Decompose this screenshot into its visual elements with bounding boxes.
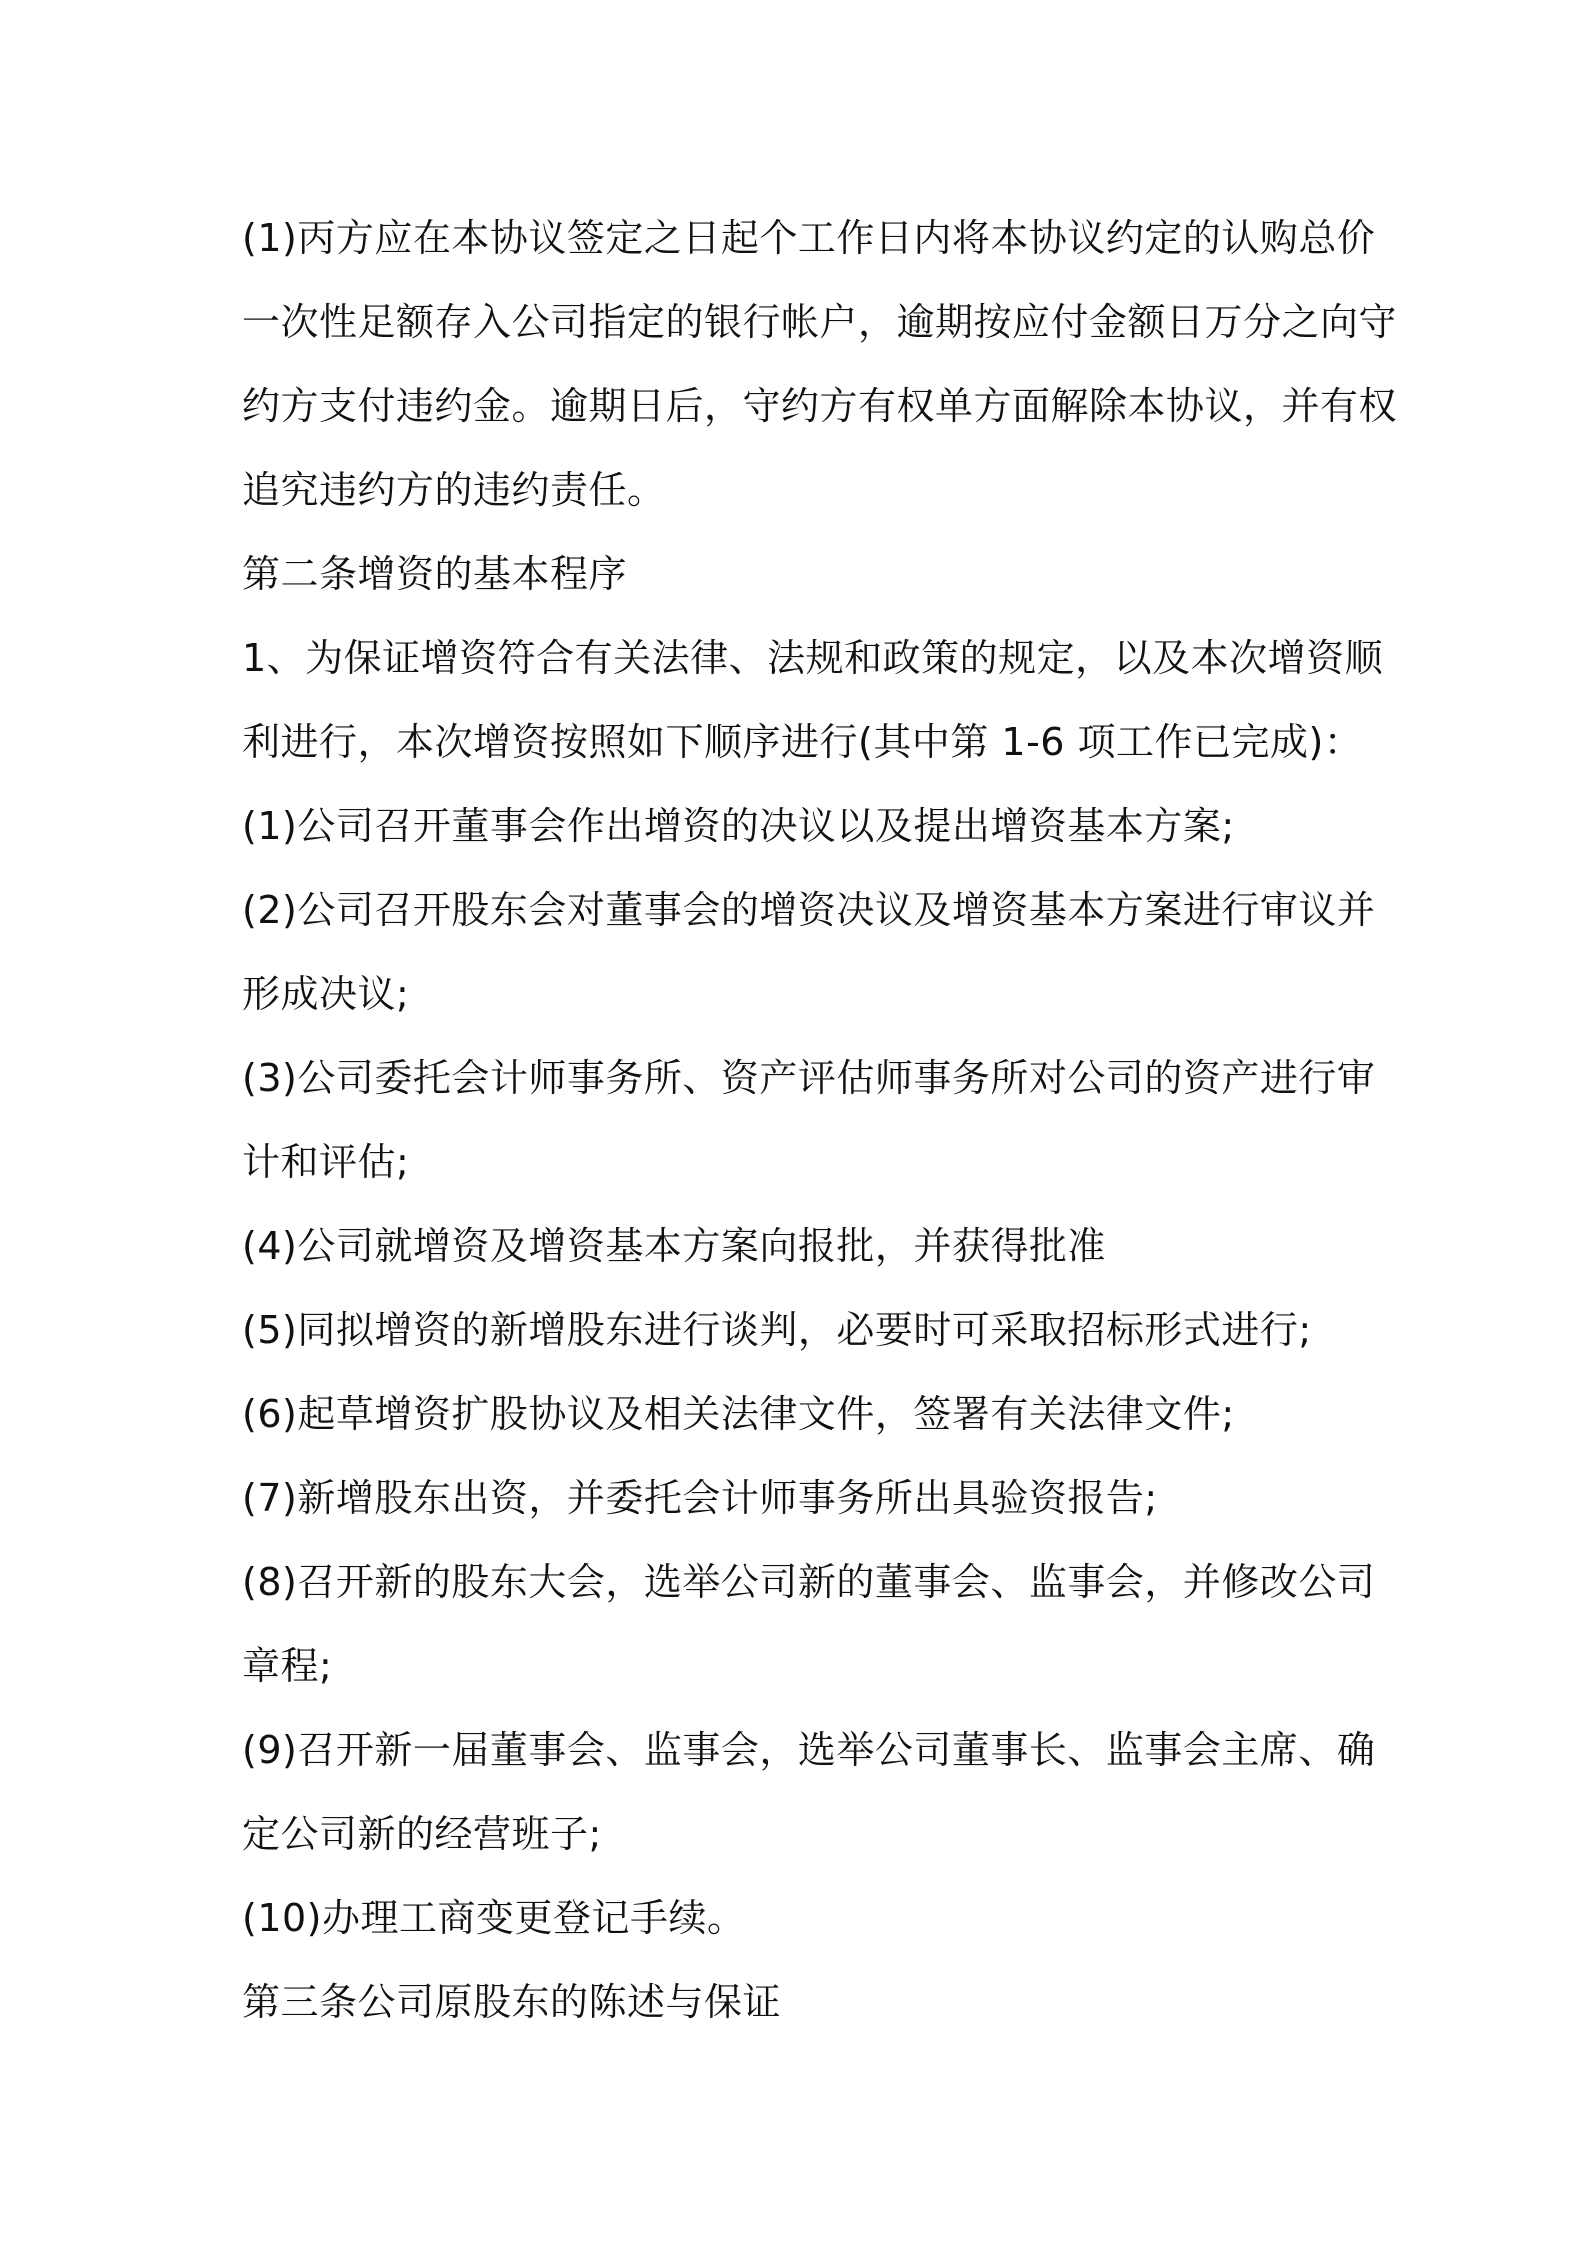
list-item-continuation: 章程;: [242, 1644, 333, 1688]
section-heading: 第二条增资的基本程序: [242, 552, 628, 596]
list-item-continuation: 形成决议;: [242, 972, 410, 1016]
text-line: 追究违约方的违约责任。: [242, 468, 666, 512]
text-line: 利进行，本次增资按照如下顺序进行(其中第 1-6 项工作已完成)：: [242, 720, 1363, 764]
list-item: (4)公司就增资及增资基本方案向报批，并获得批准: [242, 1224, 1106, 1268]
list-item-continuation: 定公司新的经营班子;: [242, 1812, 602, 1856]
list-item: (1)公司召开董事会作出增资的决议以及提出增资基本方案;: [242, 804, 1235, 848]
list-item: (3)公司委托会计师事务所、资产评估师事务所对公司的资产进行审: [242, 1056, 1376, 1100]
text-line: (1)丙方应在本协议签定之日起个工作日内将本协议约定的认购总价: [242, 216, 1376, 260]
document-body: [242, 196, 1398, 2044]
section-heading: 第三条公司原股东的陈述与保证: [242, 1980, 782, 2024]
text-line: 约方支付违约金。逾期日后，守约方有权单方面解除本协议，并有权: [242, 384, 1398, 428]
list-item: (10)办理工商变更登记手续。: [242, 1896, 746, 1940]
list-item-continuation: 计和评估;: [242, 1140, 410, 1184]
list-item: (2)公司召开股东会对董事会的增资决议及增资基本方案进行审议并: [242, 888, 1376, 932]
text-line: 1、为保证增资符合有关法律、法规和政策的规定，以及本次增资顺: [242, 636, 1384, 680]
text-line: 一次性足额存入公司指定的银行帐户，逾期按应付金额日万分之向守: [242, 300, 1398, 344]
list-item: (6)起草增资扩股协议及相关法律文件，签署有关法律文件;: [242, 1392, 1235, 1436]
list-item: (9)召开新一届董事会、监事会，选举公司董事长、监事会主席、确: [242, 1728, 1376, 1772]
list-item: (7)新增股东出资，并委托会计师事务所出具验资报告;: [242, 1476, 1158, 1520]
list-item: (8)召开新的股东大会，选举公司新的董事会、监事会，并修改公司: [242, 1560, 1376, 1604]
list-item: (5)同拟增资的新增股东进行谈判，必要时可采取招标形式进行;: [242, 1308, 1312, 1352]
